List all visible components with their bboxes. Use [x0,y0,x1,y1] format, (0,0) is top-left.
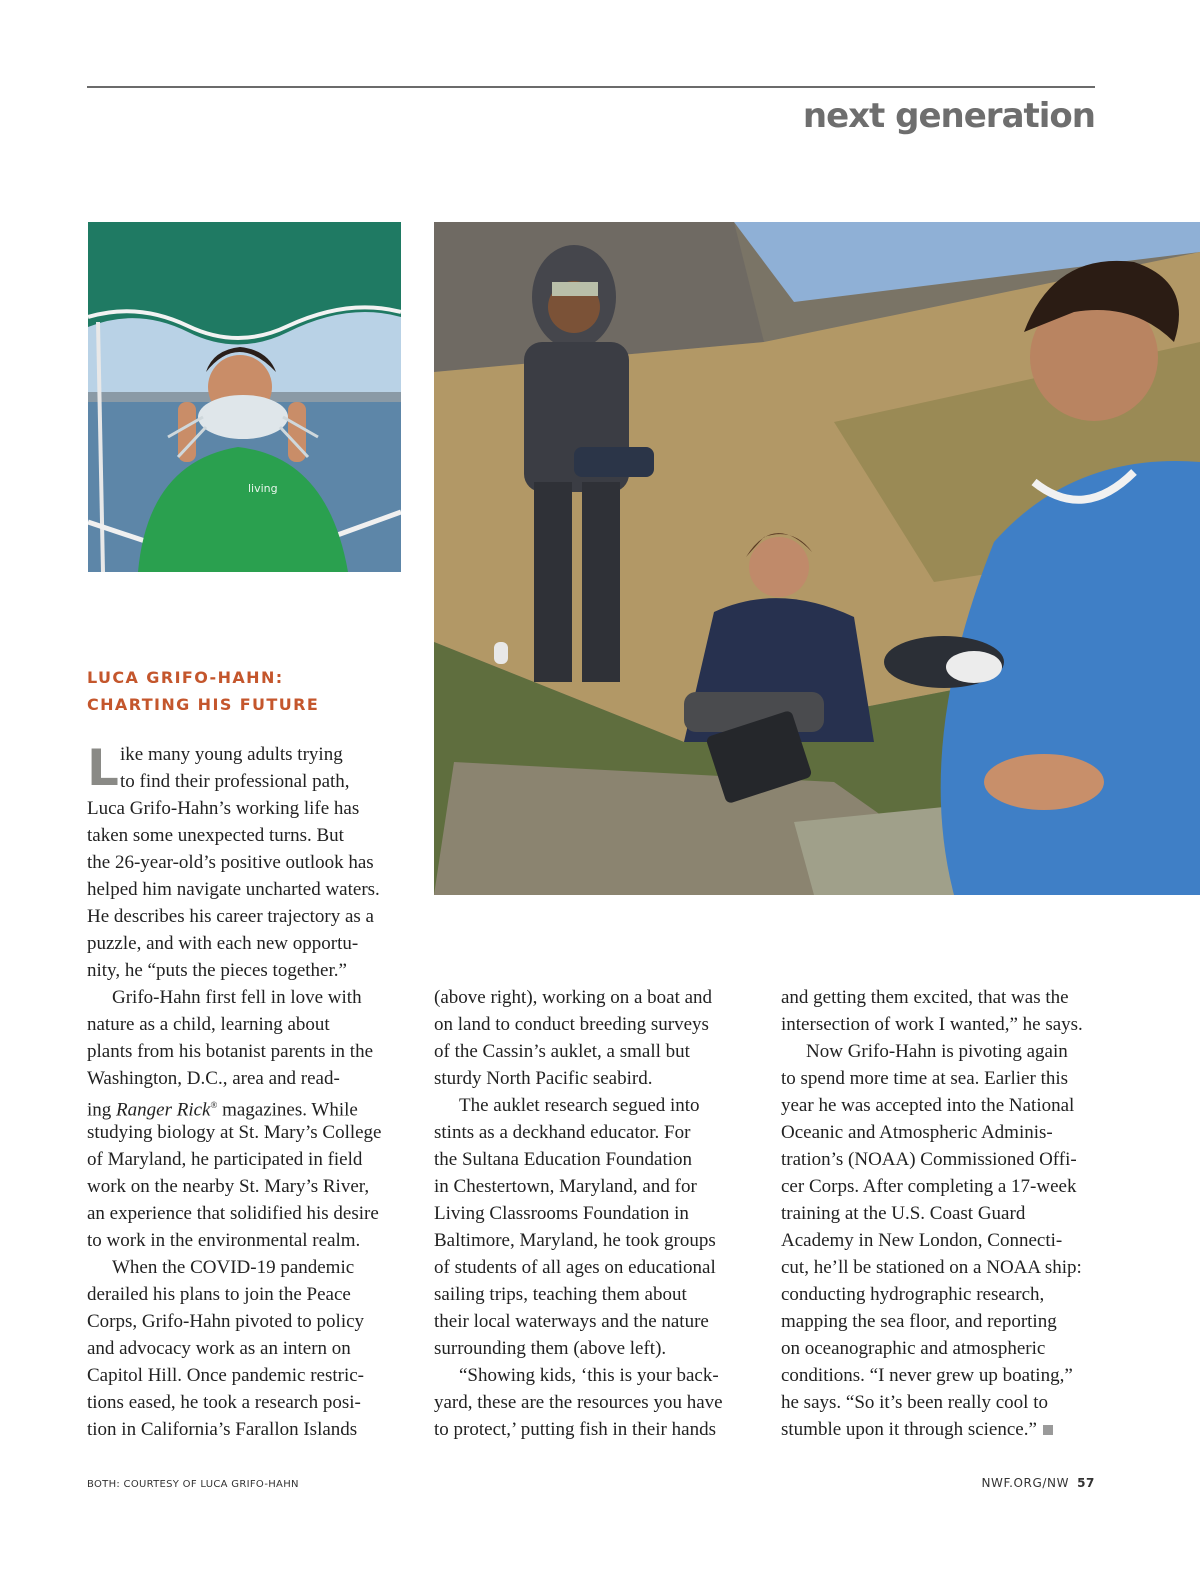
text-line: of the Cassin’s auklet, a small but [434,1041,690,1062]
article-heading-line1: LUCA GRIFO-HAHN: [87,668,284,687]
drop-cap: L [87,739,119,797]
photo-researchers-illustration [434,222,1200,895]
text-line: studying biology at St. Mary’s College [87,1122,382,1143]
text-line: Now Grifo-Hahn is pivoting again [806,1041,1068,1062]
photo-researchers [434,222,1200,895]
end-mark-icon [1043,1425,1053,1435]
text-line: He describes his career trajectory as a [87,906,374,927]
text-line: tion in California’s Farallon Islands [87,1419,358,1440]
text-line: to find their professional path, [120,771,350,792]
header-rule [87,86,1095,88]
text-line: the 26-year-old’s positive outlook has [87,852,374,873]
photo-crab [88,222,401,572]
text-line: Corps, Grifo-Hahn pivoted to policy [87,1311,365,1332]
article-column-1 [87,741,407,1443]
text-line: on oceanographic and atmospheric [781,1338,1046,1359]
text-line: in Chestertown, Maryland, and for [434,1176,697,1197]
text-line: intersection of work I wanted,” he says. [781,1014,1083,1035]
text-line: he says. “So it’s been really cool to [781,1392,1048,1413]
text-line: on land to conduct breeding surveys [434,1014,709,1035]
text-line: Baltimore, Maryland, he took groups [434,1230,716,1251]
text-line: ike many young adults trying [120,744,343,765]
text-line: to work in the environmental realm. [87,1230,361,1251]
text-line: an experience that solidified his desire [87,1203,379,1224]
text-line: of students of all ages on educational [434,1257,716,1278]
text-line: Academy in New London, Connecti- [781,1230,1063,1251]
text-line: derailed his plans to join the Peace [87,1284,351,1305]
photo-crab-illustration [88,222,401,572]
text-line: the Sultana Education Foundation [434,1149,693,1170]
text-line: their local waterways and the nature [434,1311,709,1332]
text-run: magazines. While [217,1099,358,1121]
text-line: The auklet research segued into [459,1095,700,1116]
section-title: next generation [802,96,1095,136]
photo-credit: BOTH: COURTESY OF LUCA GRIFO-HAHN [87,1479,299,1490]
site-url: NWF.ORG/NW [981,1476,1070,1490]
text-line: nity, he “puts the pieces together.” [87,960,347,981]
text-line: tration’s (NOAA) Commissioned Offi- [781,1149,1077,1170]
text-line: work on the nearby St. Mary’s River, [87,1176,370,1197]
text-line: Oceanic and Atmospheric Adminis- [781,1122,1053,1143]
text-line: nature as a child, learning about [87,1014,330,1035]
text-line: “Showing kids, ‘this is your back- [459,1365,719,1386]
text-line: training at the U.S. Coast Guard [781,1203,1026,1224]
registered-mark: ® [210,1100,218,1110]
text-line: puzzle, and with each new opportu- [87,933,359,954]
text-line: Capitol Hill. Once pandemic restric- [87,1365,364,1386]
text-line: surrounding them (above left). [434,1338,667,1359]
text-line: of Maryland, he participated in field [87,1149,363,1170]
page-number: 57 [1077,1476,1095,1490]
text-line: Living Classrooms Foundation in [434,1203,689,1224]
text-line: Luca Grifo-Hahn’s working life has [87,798,360,819]
article-column-2 [434,984,754,1443]
magazine-title: Ranger Rick [116,1099,211,1121]
text-line: When the COVID-19 pandemic [112,1257,355,1278]
article-column-3 [781,984,1101,1443]
text-line: Grifo-Hahn first fell in love with [112,987,362,1008]
text-line: conducting hydrographic research, [781,1284,1045,1305]
text-line: yard, these are the resources you have [434,1392,723,1413]
text-line: sailing trips, teaching them about [434,1284,687,1305]
folio [981,1476,1095,1490]
text-line: sturdy North Pacific seabird. [434,1068,653,1089]
text-line: mapping the sea floor, and reporting [781,1311,1057,1332]
text-line: Washington, D.C., area and read- [87,1068,340,1089]
text-line: and getting them excited, that was the [781,987,1069,1008]
shirt-logo-text: living [248,482,278,495]
text-line: tions eased, he took a research posi- [87,1392,361,1413]
text-line: cer Corps. After completing a 17-week [781,1176,1077,1197]
text-line: taken some unexpected turns. But [87,825,344,846]
text-line: and advocacy work as an intern on [87,1338,351,1359]
text-line: to spend more time at sea. Earlier this [781,1068,1069,1089]
text-line: (above right), working on a boat and [434,987,713,1008]
text-run: ing [87,1099,117,1121]
text-line-final [781,1416,1101,1443]
article-heading-line2: CHARTING HIS FUTURE [87,695,320,714]
text-line: stints as a deckhand educator. For [434,1122,691,1143]
article-heading [87,664,407,718]
text-line: year he was accepted into the National [781,1095,1075,1116]
text-line: plants from his botanist parents in the [87,1041,374,1062]
text-run: stumble upon it through science.” [781,1419,1037,1440]
text-line: conditions. “I never grew up boating,” [781,1365,1073,1386]
text-line: helped him navigate uncharted waters. [87,879,380,900]
text-line-with-title [87,1092,407,1119]
text-line: to protect,’ putting fish in their hands [434,1419,716,1440]
text-line: cut, he’ll be stationed on a NOAA ship: [781,1257,1082,1278]
